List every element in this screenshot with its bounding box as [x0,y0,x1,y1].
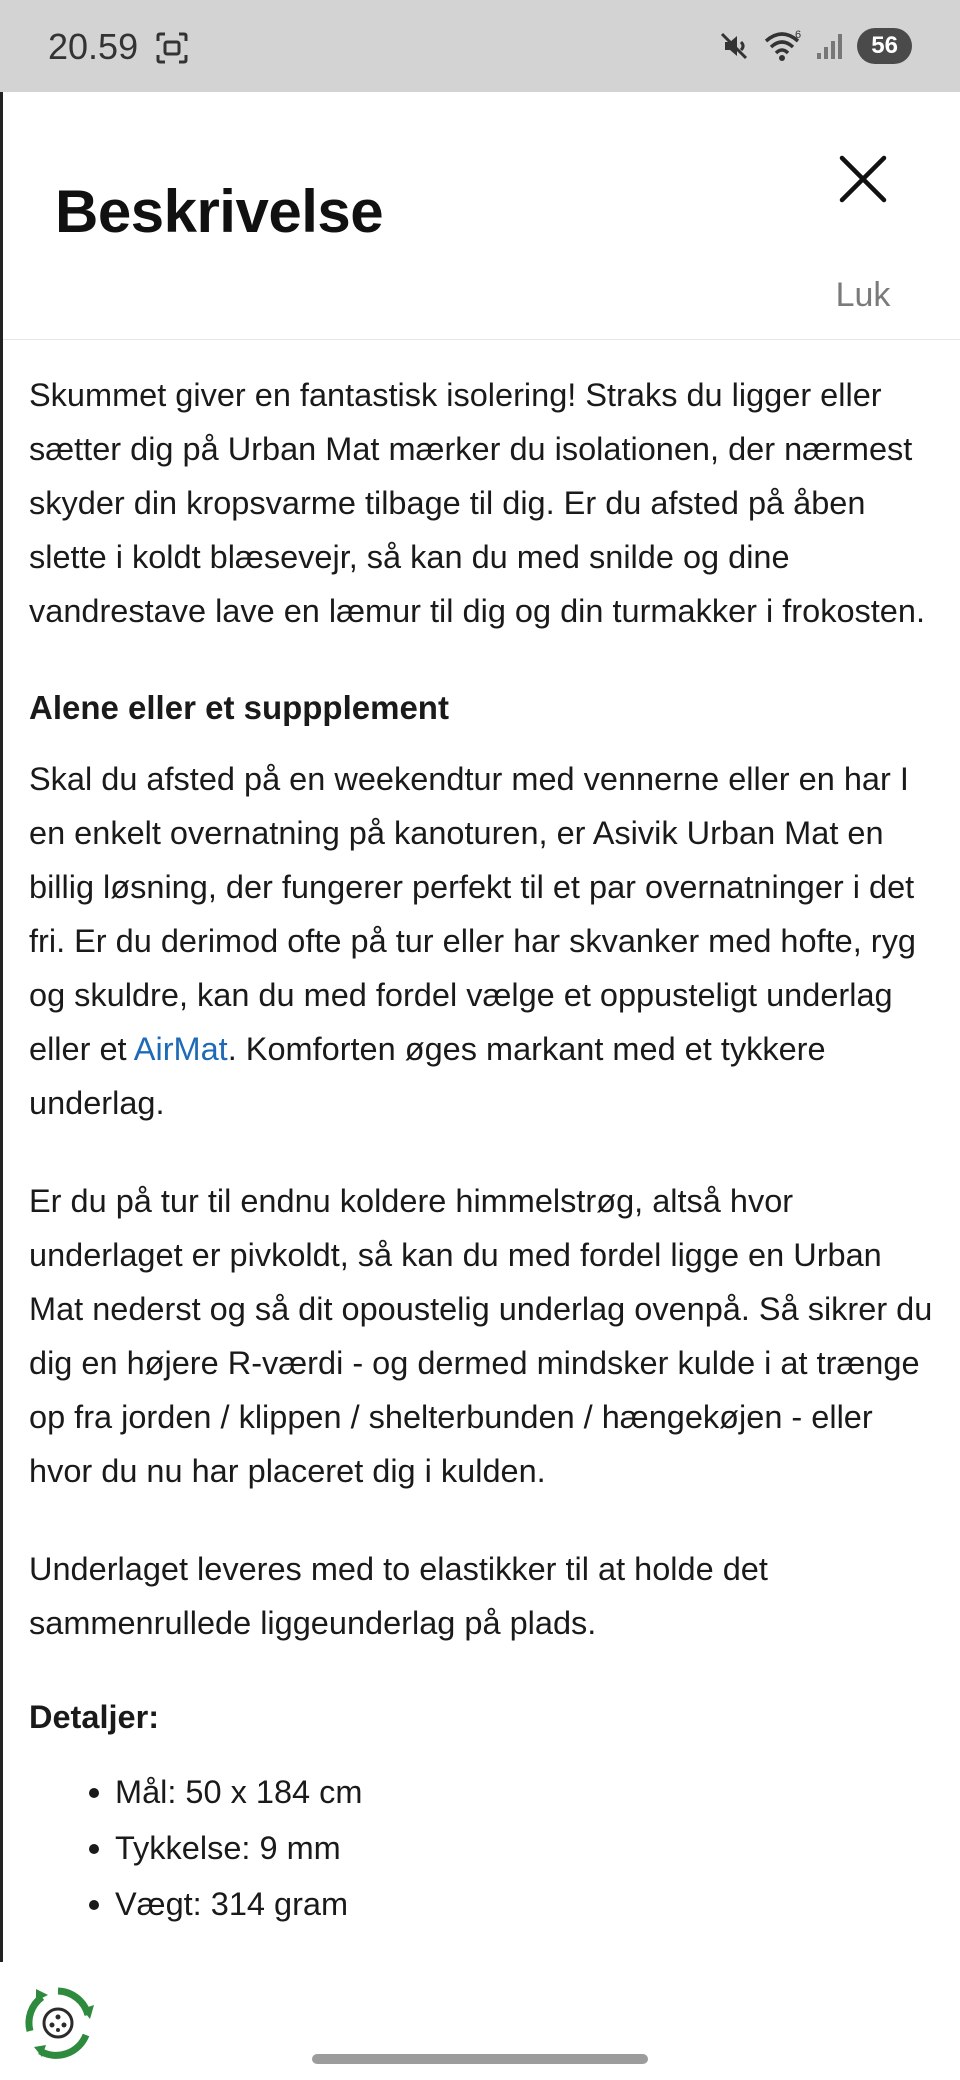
details-list [29,1764,939,1932]
close-button[interactable] [813,152,913,314]
paragraph-2-tail: . Komforten øges markant med et tykkere underlag. [29,1031,826,1121]
paragraph-2 [29,752,939,1130]
intro-paragraph: Skummet giver en fantastisk isolering! Straks du ligger eller sætter dig på Urban Mat mærker du isolationen, der nærmest skyder din kropsvarme tilbage til dig. Er du afsted på åben slette i koldt blæsevejr, så kan du med snilde og dine vandrestave lave en læmur til dig og din turmakker i frokosten. [29,377,925,629]
battery-indicator: 56 [857,28,912,64]
wifi-icon [763,29,803,63]
screenshot-icon [154,30,190,66]
recycle-icon[interactable] [20,1985,96,2061]
list-item: Tykkelse: 9 mm [29,1820,939,1876]
list-item: Vægt: 314 gram [29,1876,939,1932]
close-icon [836,152,890,206]
mute-icon [717,29,751,63]
status-time: 20.59 [48,26,139,67]
status-icons [717,28,912,64]
list-item: Mål: 50 x 184 cm [29,1764,939,1820]
description-content [29,368,939,1932]
paragraph-3: Er du på tur til endnu koldere himmelstrøg, altså hvor underlaget er pivkoldt, så kan du med fordel ligge en Urban Mat nederst og så dit opoustelig underlag ovenpå. Så sikrer du dig en højere R-værdi - og dermed mindsker kulde i at trænge op fra jorden / klippen / shelterbunden / hængekøjen - eller hvor du nu har placeret dig i kulden. [29,1183,933,1489]
paragraph-4: Underlaget leveres med to elastikker til at holde det sammenrullede liggeunderlag på plads. [29,1551,768,1641]
home-indicator[interactable] [312,2054,648,2064]
section-heading: Alene eller et suppplement [29,689,449,726]
airmat-link[interactable]: AirMat [133,1031,228,1067]
svg-text:6: 6 [795,29,802,41]
paragraph-2-text: Skal du afsted på en weekendtur med vennerne eller en har I en enkelt overnatning på kanoturen, er Asivik Urban Mat en billig løsning, der fungerer perfekt til et par overnatninger i det fri. Er du derimod ofte på tur eller har skvanker med hofte, ryg og skuldre, kan du med fordel vælge et oppusteligt underlag eller et [29,761,916,1067]
status-bar [0,0,960,92]
panel-edge [0,92,3,1962]
panel-header [3,92,960,340]
page-title: Beskrivelse [55,178,384,245]
signal-icon [815,31,845,61]
details-title: Detaljer: [29,1699,160,1735]
close-label: Luk [835,276,891,314]
